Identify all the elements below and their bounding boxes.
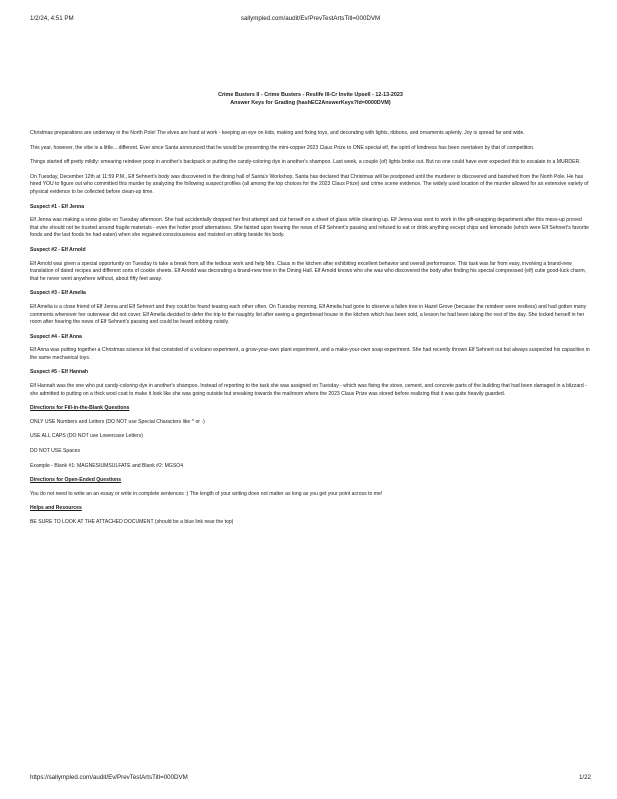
page-header	[30, 15, 591, 27]
suspect-4-heading: Suspect #4 - Elf Anna	[30, 333, 82, 340]
helps-resources-heading: Helps and Resources	[30, 505, 82, 512]
header-url: sallympled.com/audit/Ev/PrevTestArtsTitl=000DVM	[240, 15, 381, 22]
direction-no-spaces: DO NOT USE Spaces	[30, 448, 81, 455]
resources-text: BE SURE TO LOOK AT THE ATTACHED DOCUMENT (should be a blue link near the top)	[30, 519, 234, 525]
footer-url: https://sallympled.com/audit/Ev/PrevTestArtsTitl=000DVM	[30, 774, 188, 781]
title-line-1: Crime Busters II - Crime Busters - Reslife Ill-Cr Invite Upsell - 12-13-2023	[218, 92, 403, 98]
direction-numbers-letters: ONLY USE Numbers and Letters (DO NOT use Special Characters like ^ or -)	[30, 418, 205, 425]
suspect-5-heading: Suspect #5 - Elf Hannah	[30, 369, 89, 376]
page-number: 1/22	[578, 774, 591, 781]
fill-in-directions-heading: Directions for Fill-in-the-Blank Questions	[30, 405, 130, 412]
open-ended-directions-heading: Directions for Open-Ended Questions	[30, 477, 122, 484]
suspect-2-heading: Suspect #2 - Elf Arnold	[30, 246, 86, 253]
suspect-3-text: Elf Amelia is a close friend of Elf Jenna and Elf Sehnert and they could be found teasing each other often. On Tuesday morning, Elf Amelia had gone to observe a fallen tree in Hazel Grove (because the reindeer were restless) and had gotten many comments whenever her outerwear did not cover. Elf Amelia decided to defer the trip to the naughty list after seeing a gingerbread house in the kitchen which has been sold, a lesson he had been taking the rest of the day. She locked herself in her room after hearing the news of Elf Sehnert's passing and could be heard sobbing noisily.	[30, 303, 587, 326]
document-title	[30, 92, 591, 107]
intro-paragraph-2: This year, however, the vibe is a little... different. Ever since Santa announced that he would be presenting the mini-copper 2023 Claus Prize to ONE special elf, the spirit of kindness has been overtaken by that of competition.	[30, 144, 535, 151]
page-footer	[30, 774, 591, 786]
suspect-3-heading: Suspect #3 - Elf Amelia	[30, 290, 86, 297]
intro-paragraph-3: Things started off pretty mildly: smearing reindeer poop in another's backpack or putting the candy-coloring dye in another's shampoo. Last week, a couple (of) lights broke out. But no one could have ever expected this to escalate to a MURDER.	[30, 159, 581, 166]
direction-example: Example - Blank #1: MAGNESIUMSULFATE and Blank #2: MGSO4	[30, 462, 184, 469]
document-body	[30, 130, 591, 534]
open-ended-text: You do not need to write an an essay or write in complete sentences :) The length of your writing does not matter as long as you get your point across to me!	[30, 490, 383, 497]
suspect-1-heading: Suspect #1 - Elf Jenna	[30, 203, 85, 210]
intro-paragraph-1: Christmas preparations are underway in the North Pole! The elves are hard at work - keeping an eye on kids, making and fixing toys, and decorating with lights, ribbons, and ornaments aplenty. Joy is spread far and wide.	[30, 130, 525, 136]
suspect-4-text: Elf Anna was putting together a Christmas science kit that consisted of a volcano experiment, a grow-your-own plant experiment, and a make-your-own soap experiment. She had recently thrown Elf Sehnert out but always suspected his capacities in the same mechanical toys.	[30, 347, 590, 361]
suspect-1-text: Elf Jenna was making a snow globe on Tuesday afternoon. She had accidentally dropped her first attempt and cut herself on a sheet of glass while cleaning up. Elf Jenna was sent to work in the gift-wrapping department after this mess-up proved that she should not be trusted around fragile materials - even the hotter proof alternatives. She fainted upon hearing the news of Elf Sehnert's passing and refused to eat or drink anything except chips and lemonade (which were Elf Sehnert's favorite foods and the last foods he had eaten) when she regained consciousness and insisted on sitting beside his body.	[30, 217, 589, 239]
suspect-5-text: Elf Hannah was the one who put candy-coloring dye in another's shampoo. Instead of reporting to the task she was assigned on Tuesday - which was fixing the stove, cement, and concrete parts of the building that had been damaged in a blizzard - she admitted to putting on a thick wool coat to make it look like she was going outside but sneaking towards the mailroom where the 2023 Claus Prize was stored before realizing that it was quite heavily guarded.	[30, 383, 587, 397]
direction-all-caps: USE ALL CAPS (DO NOT use Lowercase Letters)	[30, 433, 143, 440]
suspect-2-text: Elf Arnold was given a special opportunity on Tuesday to take a break from all the tedious work and help Mrs. Claus in the kitchen after exhibiting excellent behavior and overall performance. This task was far from easy, involving a brand-new translation of dated recipes and different sorts of cookie sheets. Elf Arnold was decorating a brand-new tree in the Dining Hall. Elf Arnold knows who she was who discovered the body after finding his special compressed (elf) cutie good-luck charm, that he never went anywhere without, about fifty feet away.	[30, 260, 586, 282]
intro-paragraph-4: On Tuesday, December 12th at 11:59 P.M., Elf Sehnert's body was discovered in the dining hall of Santa's Workshop. Santa has declared that Christmas will be postponed until the murderer is discovered and banished from the North Pole. He has hired YOU to figure out who committed this murder by analyzing the following suspect profiles (all among the top choices for the 2023 Claus Prize) and crime scene evidence. The widely used location of the murder allowed for an extensive variety of physical evidence to be collected before clean-up time.	[30, 173, 589, 195]
title-line-2: Answer Keys for Grading (hashEC2AnswerKeys?ld=0000DVM)	[230, 99, 391, 106]
print-datetime: 1/2/24, 4:51 PM	[30, 15, 74, 22]
